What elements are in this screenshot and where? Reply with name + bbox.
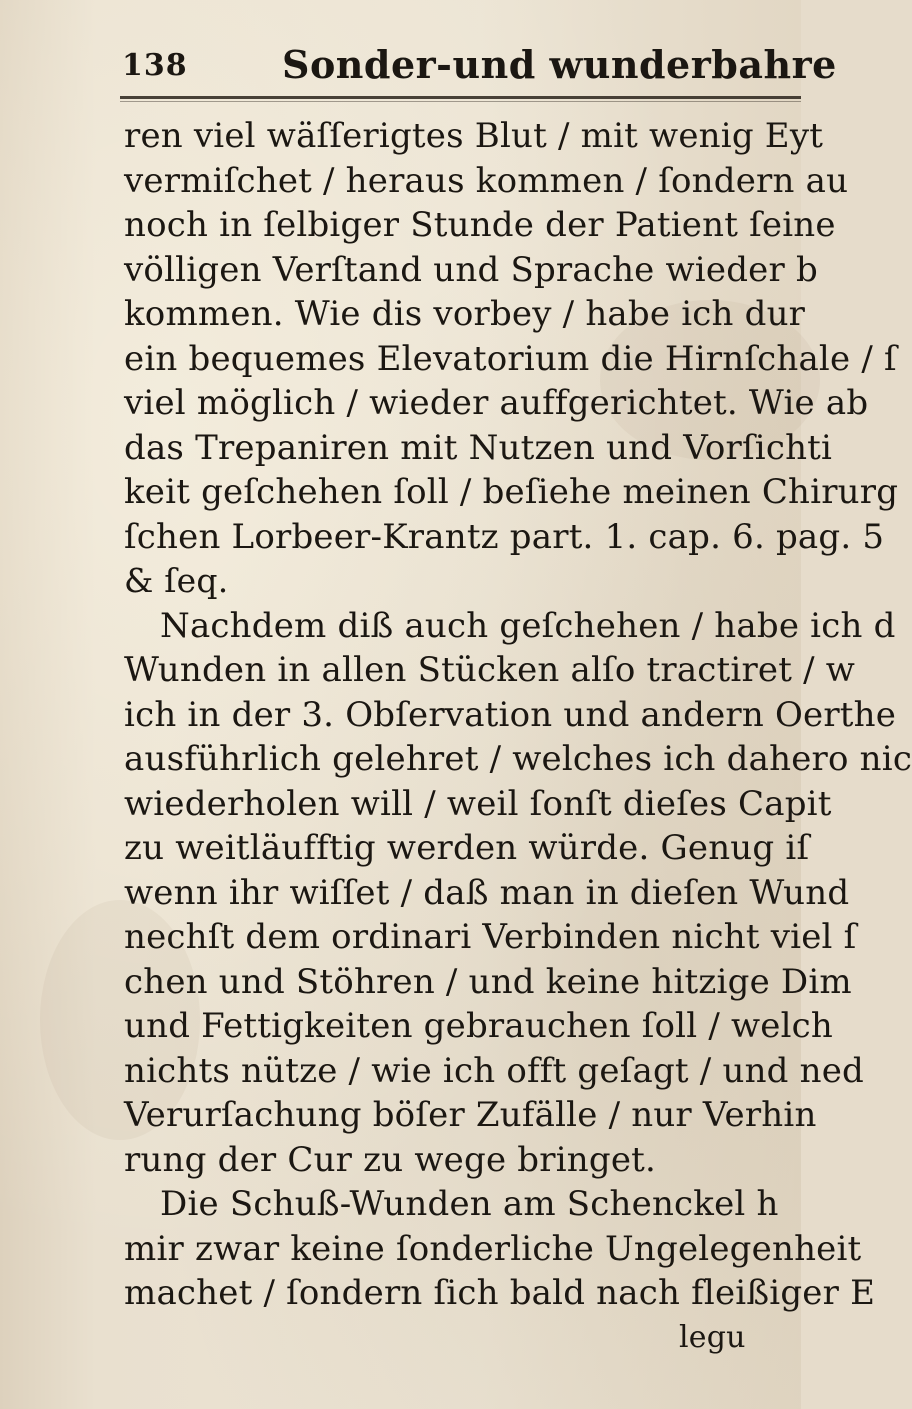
text-line: wiederholen will / weil ſonſt dieſes Capit — [124, 783, 832, 824]
page-number: 138 — [122, 48, 188, 83]
text-line: & ſeq. — [124, 561, 229, 600]
text-line: Wunden in allen Stücken alſo tractiret / w — [124, 650, 856, 690]
text-line: wenn ihr wiſſet / daß man in dieſen Wund — [124, 872, 850, 913]
text-line: ren viel wäſſerigtes Blut / mit wenig Eyt — [124, 116, 824, 156]
text-line: viel möglich / wieder auffgerichtet. Wie ab — [124, 383, 869, 423]
text-line: kommen. Wie dis vorbey / habe ich dur — [124, 294, 806, 334]
text-line: rung der Cur zu wege bringet. — [124, 1139, 657, 1180]
text-line: nechſt dem ordinari Verbinden nicht viel ſ — [124, 917, 857, 957]
text-line: vermiſchet / heraus kommen / ſondern au — [124, 160, 849, 201]
paragraph-start-line: Nachdem diß auch geſchehen / habe ich d — [160, 605, 896, 646]
text-line: ich in der 3. Obſervation und andern Oerthe — [124, 694, 897, 735]
text-line: chen und Stöhren / und keine hitzige Dim — [124, 961, 852, 1002]
text-line: Verurſachung böſer Zufälle / nur Verhin — [124, 1095, 817, 1135]
body-text — [124, 114, 912, 1360]
text-line: ſchen Lorbeer-Krantz part. 1. cap. 6. pag. 5 — [124, 516, 885, 557]
text-line: ausführlich gelehret / welches ich dahero nic — [124, 739, 912, 779]
text-line: noch in ſelbiger Stunde der Patient ſeine — [124, 205, 836, 245]
header-rule — [120, 96, 801, 99]
header-rule-thin — [120, 101, 801, 102]
running-title: Sonder-und wunderbahre — [282, 42, 837, 87]
text-line: mir zwar keine ſonderliche Ungelegenheit — [124, 1228, 862, 1269]
page-header — [112, 38, 837, 88]
text-line: und Fettigkeiten gebrauchen ſoll / welch — [124, 1006, 834, 1046]
text-line: nichts nütze / wie ich offt geſagt / und ned — [124, 1050, 865, 1091]
catchword: legu — [679, 1319, 746, 1355]
text-line: völligen Verſtand und Sprache wieder b — [124, 249, 818, 290]
text-line: das Trepaniren mit Nutzen und Vorſichti — [124, 427, 833, 468]
text-line: machet / ſondern ſich bald nach fleißiger E — [124, 1273, 876, 1313]
paragraph-start-line: Die Schuß-Wunden am Schenckel h — [160, 1184, 779, 1224]
text-line: ein bequemes Elevatorium die Hirnſchale / ſ — [124, 338, 897, 379]
text-line: keit geſchehen ſoll / beſiehe meinen Chirurg — [124, 472, 899, 512]
text-line: zu weitläufftig werden würde. Genug iſ — [124, 828, 810, 868]
